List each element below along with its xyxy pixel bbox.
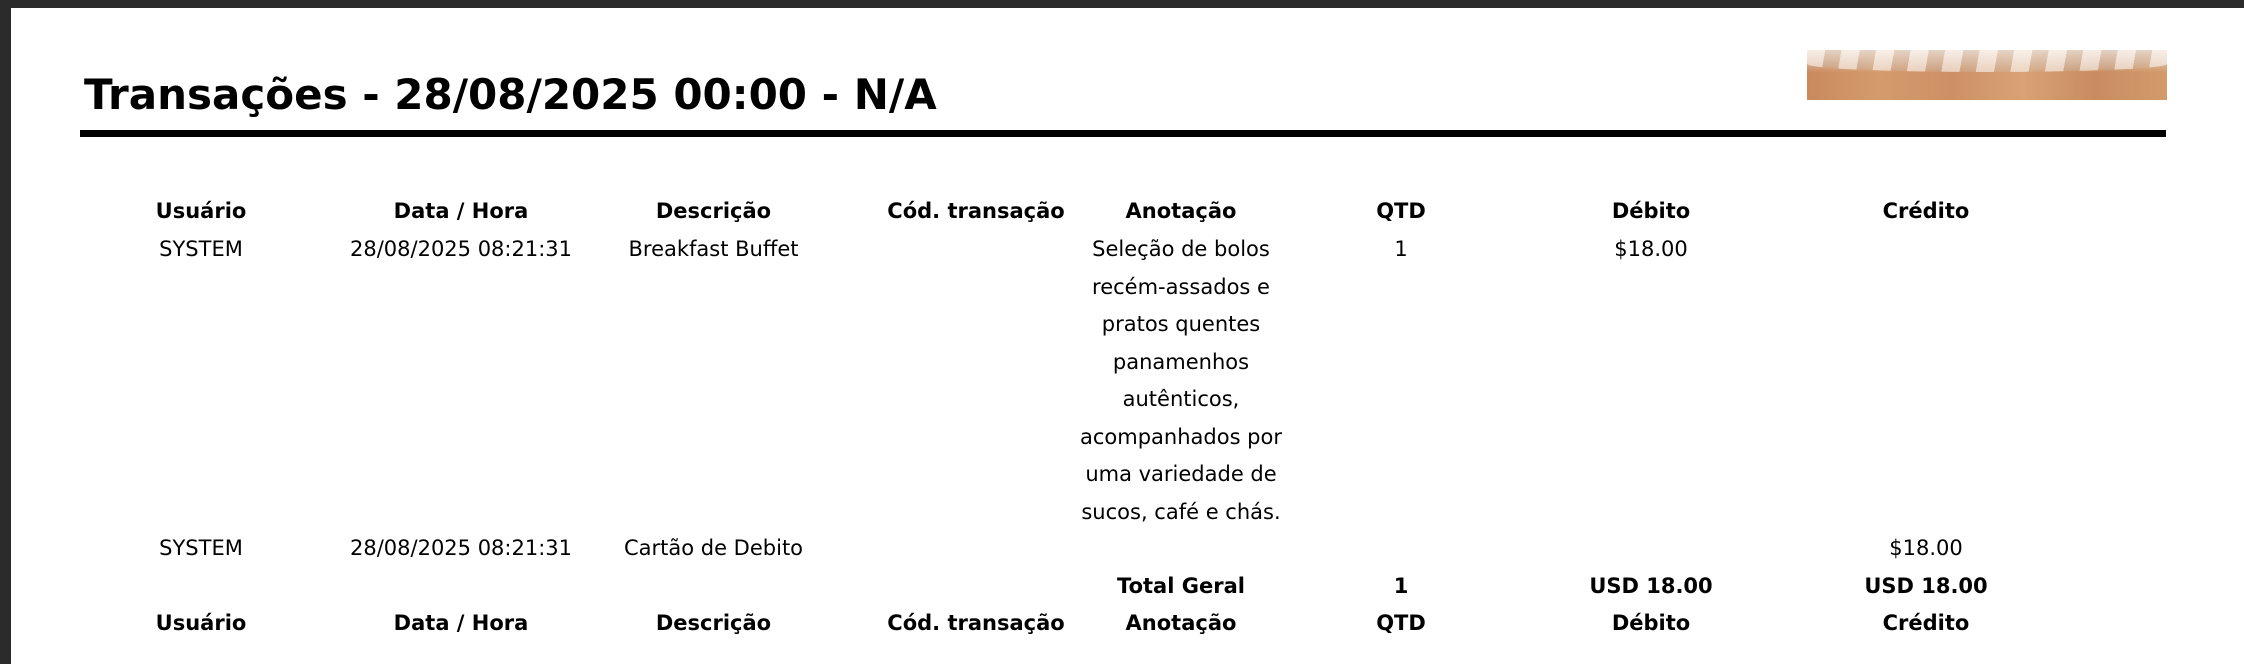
report-title: Transações - 28/08/2025 00:00 - N/A (84, 70, 937, 119)
column-header-data-hora: Data / Hora (393, 611, 529, 635)
cell-anotacao: Seleção de bolos recém-assados e pratos quentes panamenhos autênticos, acompanhados por uma variedade de sucos, café e chás. (1079, 237, 1282, 524)
column-header-anotacao: Anotação (1125, 611, 1237, 635)
column-header-usuario: Usuário (155, 199, 247, 223)
hotel-logo-banner (1807, 50, 2167, 100)
cell-descricao: Breakfast Buffet (628, 237, 799, 261)
total-qtd: 1 (1393, 574, 1409, 598)
cell-qtd: 1 (1394, 237, 1408, 261)
cell-usuario: SYSTEM (159, 237, 243, 261)
column-header-debito: Débito (1611, 611, 1691, 635)
column-header-descricao: Descrição (655, 611, 772, 635)
column-header-credito: Crédito (1882, 611, 1970, 635)
cell-usuario: SYSTEM (159, 536, 243, 560)
cell-data-hora: 28/08/2025 08:21:31 (349, 536, 573, 560)
column-header-anotacao: Anotação (1125, 199, 1237, 223)
total-label: Total Geral (1117, 574, 1245, 598)
total-debito: USD 18.00 (1589, 574, 1713, 598)
column-header-qtd: QTD (1376, 199, 1426, 223)
column-header-credito: Crédito (1882, 199, 1970, 223)
column-header-descricao: Descrição (655, 199, 772, 223)
column-header-qtd: QTD (1376, 611, 1426, 635)
report-page (11, 8, 2244, 664)
title-divider (80, 130, 2166, 137)
column-header-usuario: Usuário (155, 611, 247, 635)
column-header-cod-transacao: Cód. transação (887, 199, 1065, 223)
cell-descricao: Cartão de Debito (623, 536, 804, 560)
column-header-debito: Débito (1611, 199, 1691, 223)
cell-debito: $18.00 (1614, 237, 1688, 261)
cell-data-hora: 28/08/2025 08:21:31 (349, 237, 573, 261)
column-header-cod-transacao: Cód. transação (887, 611, 1065, 635)
total-credito: USD 18.00 (1864, 574, 1988, 598)
column-header-data-hora: Data / Hora (393, 199, 529, 223)
cell-credito: $18.00 (1889, 536, 1963, 560)
